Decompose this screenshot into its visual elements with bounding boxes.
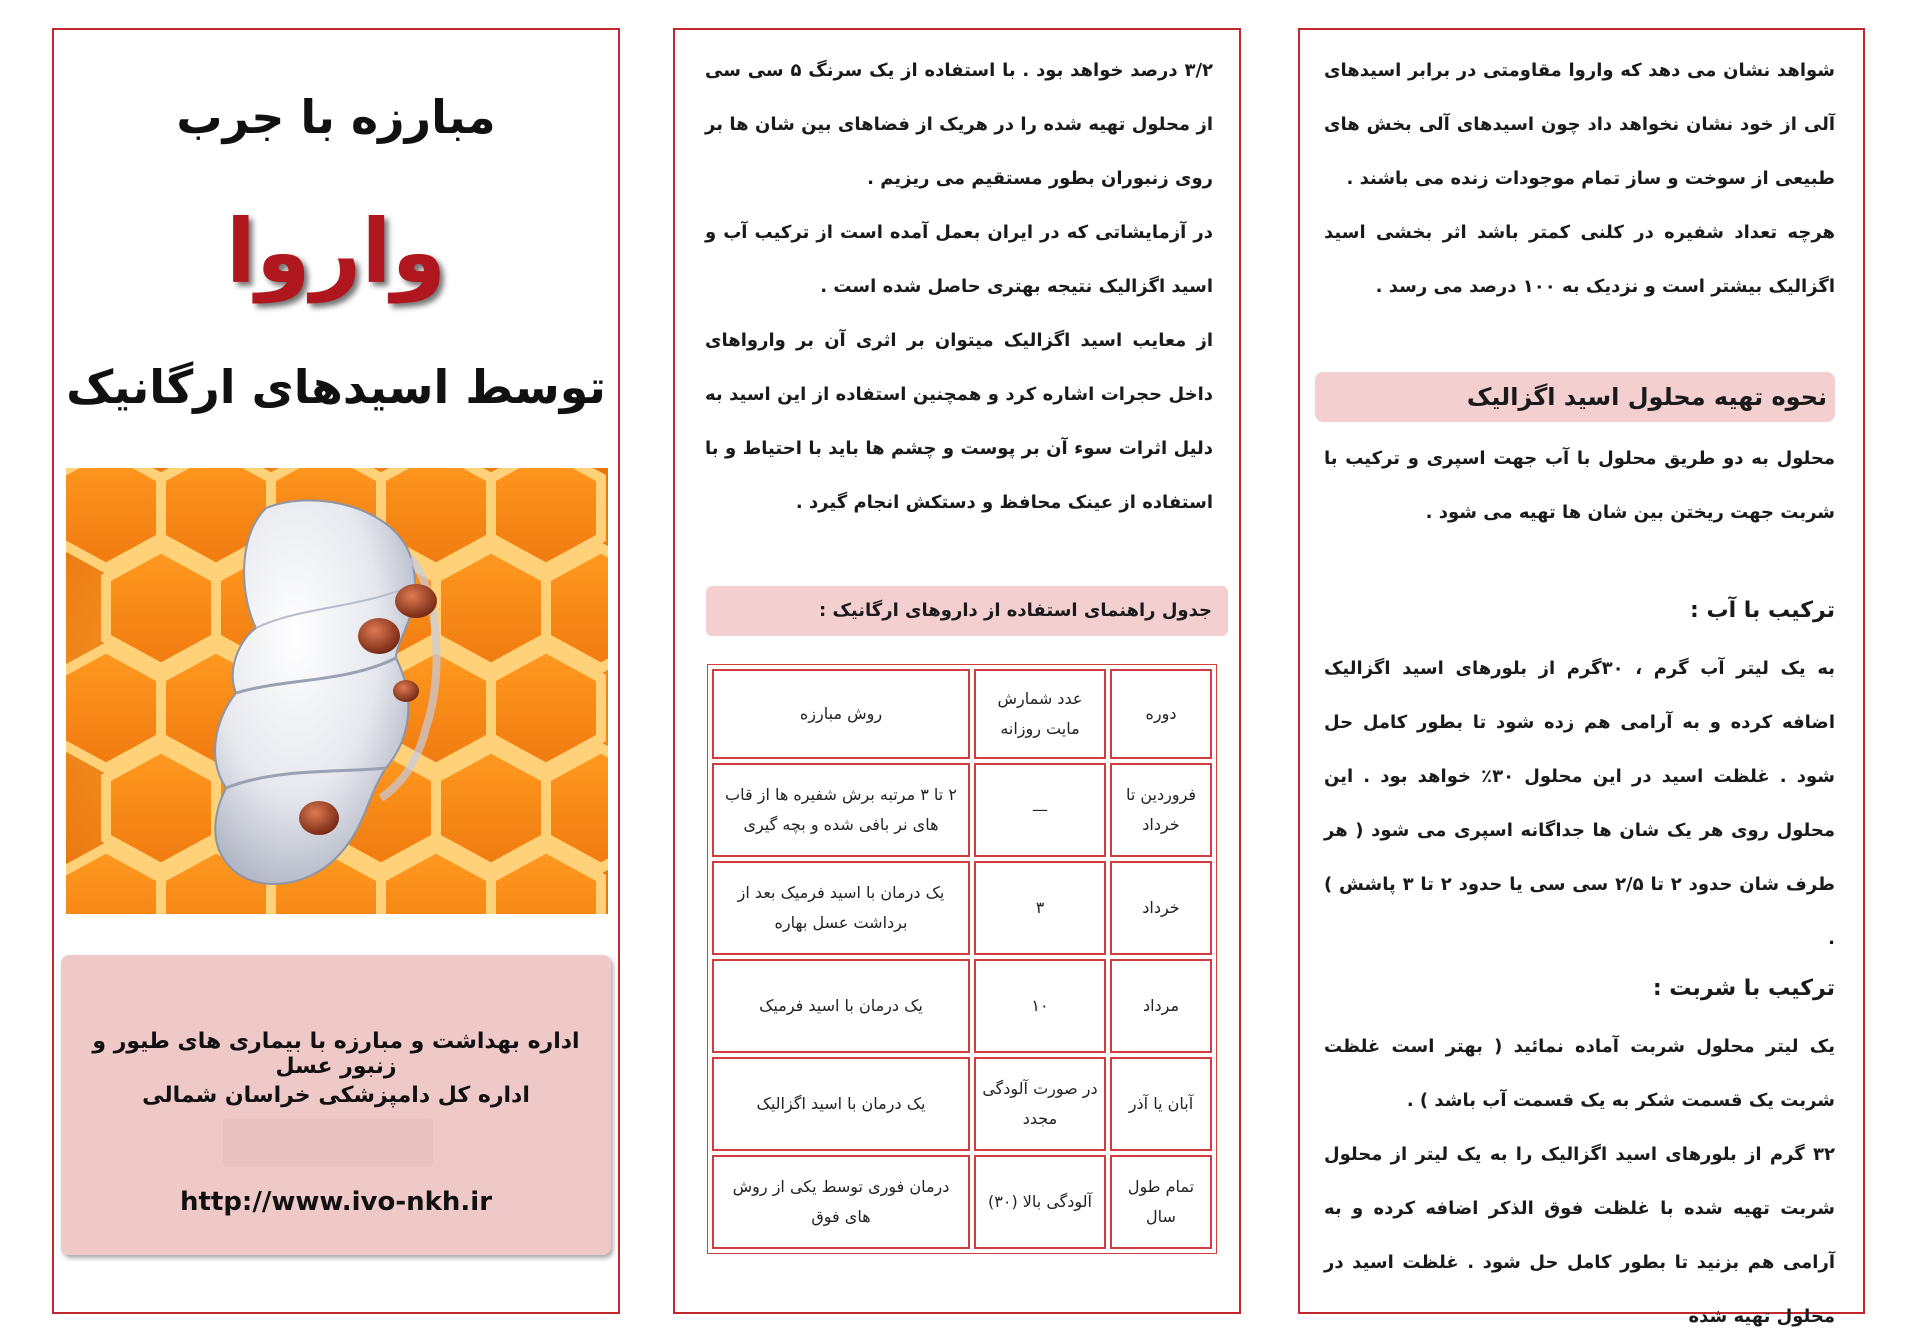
right-paragraph: شواهد نشان می دهد که واروا مقاومتی در برابر اسیدهای آلی از خود نشان نخواهد داد چون اسیدهای آلی بخش های طبیعی از سوخت و ساز تمام موجودات زنده می باشند . [1324, 60, 1835, 189]
right-intro [1324, 44, 1835, 314]
table-header-row [712, 669, 1212, 759]
cover-panel [52, 28, 620, 1314]
table-cell: یک درمان با اسید فرمیک بعد از برداشت عسل بهاره [712, 861, 970, 955]
table-cell: ۲ تا ۳ مرتبه برش شفیره ها از قاب های نر بافی شده و بچه گیری [712, 763, 970, 857]
section-text [1324, 432, 1835, 540]
table-cell: تمام طول سال [1110, 1155, 1212, 1249]
table-cell: فروردین تا خرداد [1110, 763, 1212, 857]
right-paragraph: به یک لیتر آب گرم ، ۳۰گرم از بلورهای اسید اگزالیک اضافه کرده و به آرامی هم زده شود تا بطور کامل حل شود . غلظت اسید در این محلول ۳۰٪ خواهد بود . این محلول روی هر یک شان ها جداگانه اسپری می شود ( هر طرف شان حدود ۲ تا ۲/۵ سی سی یا حدود ۲ تا ۳ پاشش ) . [1324, 658, 1835, 949]
table-cell: یک درمان با اسید اگزالیک [712, 1057, 970, 1151]
table-header-cell: عدد شمارش مایت روزانه [974, 669, 1106, 759]
website-url[interactable]: http://www.ivo-nkh.ir [179, 1187, 493, 1217]
middle-text [705, 44, 1213, 530]
organization-box [61, 955, 611, 1255]
table-cell: درمان فوری توسط یکی از روش های فوق [712, 1155, 970, 1249]
middle-paragraph: در آزمایشاتی که در ایران بعمل آمده است از ترکیب آب و اسید اگزالیک نتیجه بهتری حاصل شده است . [705, 222, 1213, 297]
org-line2: اداره کل دامپزشکی خراسان شمالی [142, 1083, 530, 1108]
middle-paragraph: ۳/۲ درصد خواهد بود . با استفاده از یک سرنگ ۵ سی سی از محلول تهیه شده را در هریک از فضاهای بین شان ها بر روی زنبوران بطور مستقیم می ریزیم . [705, 60, 1214, 189]
right-paragraph: هرچه تعداد شفیره در کلنی کمتر باشد اثر بخشی اسید اگزالیک بیشتر است و نزدیک به ۱۰۰ درصد می رسد . [1324, 222, 1835, 297]
water-text [1324, 642, 1835, 966]
cover-title-line1: مبارزه با جرب [176, 90, 496, 144]
table-cell: یک درمان با اسید فرمیک [712, 959, 970, 1053]
middle-paragraph: از معایب اسید اگزالیک میتوان بر اثری آن بر وارواهای داخل حجرات اشاره کرد و همچنین استفاده از این اسید به دلیل اثرات سوء آن بر پوست و چشم ها باید با احتیاط و با استفاده از عینک محافظ و دستکش انجام گیرد . [705, 330, 1213, 513]
table-row [712, 763, 1212, 857]
org-line1: اداره بهداشت و مبارزه با بیماری های طیور و زنبور عسل [92, 1029, 580, 1079]
table-header-cell: دوره [1110, 669, 1212, 759]
table-cell: — [974, 763, 1106, 857]
right-paragraph: ۳۲ گرم از بلورهای اسید اگزالیک را به یک لیتر از محلول شربت تهیه شده با غلظت فوق الذکر اضافه کرده و به آرامی هم بزنید تا بطور کامل حل شود . غلظت اسید در محلول تهیه شده [1324, 1144, 1835, 1327]
right-paragraph: یک لیتر محلول شربت آماده نمائید ( بهتر است غلظت شربت یک قسمت شکر به یک قسمت آب باشد ) . [1324, 1036, 1835, 1111]
right-panel [1298, 28, 1865, 1327]
table-row [712, 1057, 1212, 1151]
table-title: جدول راهنمای استفاده از داروهای ارگانیک : [706, 586, 1228, 636]
table-cell: آبان یا آذر [1110, 1057, 1212, 1151]
table-cell: آلودگی بالا (۳۰) [974, 1155, 1106, 1249]
cover-title-line3: توسط اسیدهای ارگانیک [66, 360, 606, 414]
table-cell: ۳ [974, 861, 1106, 955]
redacted-bar [223, 1119, 433, 1167]
table-row [712, 959, 1212, 1053]
middle-panel [673, 28, 1241, 1314]
honeycomb-bee-pupa-image [66, 468, 608, 914]
table-cell: خرداد [1110, 861, 1212, 955]
section-title: نحوه تهیه محلول اسید اگزالیک [1315, 372, 1835, 422]
syrup-text [1324, 1020, 1835, 1344]
guide-table [707, 664, 1217, 1254]
table-row [712, 861, 1212, 955]
table-cell: ۱۰ [974, 959, 1106, 1053]
table-cell: مرداد [1110, 959, 1212, 1053]
cover-title-varroa: واروا [225, 200, 447, 303]
right-paragraph: محلول به دو طریق محلول با آب جهت اسپری و ترکیب با شربت جهت ریختن بین شان ها تهیه می شود . [1324, 448, 1835, 523]
table-cell: در صورت آلودگی مجدد [974, 1057, 1106, 1151]
table-header-cell: روش مبارزه [712, 669, 970, 759]
syrup-subheading: ترکیب با شربت : [1652, 976, 1835, 1001]
water-subheading: ترکیب با آب : [1690, 598, 1835, 623]
table-row [712, 1155, 1212, 1249]
